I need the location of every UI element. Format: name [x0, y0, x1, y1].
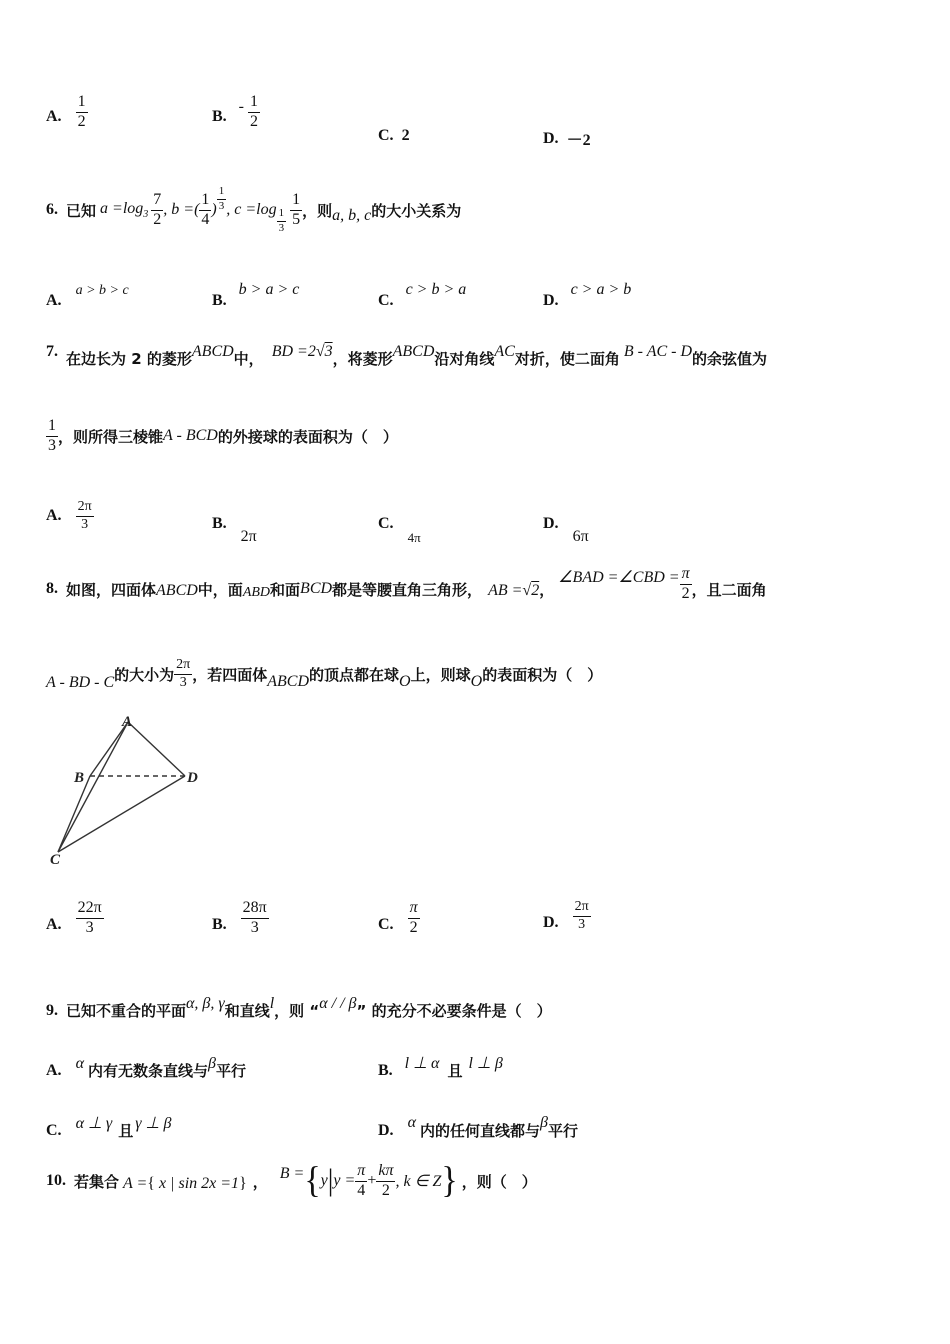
- question-text: ，: [252, 1172, 268, 1191]
- option-label: B.: [212, 916, 227, 934]
- option-math: c > b > a: [405, 281, 467, 298]
- option-label: A.: [46, 292, 62, 309]
- fraction: $\frac{1}{2}$: [250, 93, 258, 130]
- question-text: ，则: [302, 201, 333, 220]
- q7-option-d: [543, 512, 589, 546]
- question-text: 和面: [270, 580, 301, 599]
- question-10: [46, 1162, 537, 1200]
- math-expr: AC: [494, 342, 515, 360]
- math-expr: , c =log: [226, 201, 277, 219]
- math-expr: ABD: [242, 585, 271, 601]
- question-text: ” 的充分不必要条件是（ ）: [356, 1002, 552, 1020]
- question-text: ，: [539, 580, 555, 599]
- q8-option-d: [543, 900, 591, 932]
- set-b-label: B =: [279, 1165, 305, 1182]
- question-number: 6.: [46, 201, 58, 219]
- option-math: 4π: [407, 530, 421, 545]
- fraction: $\frac{2\pi}{3}$: [176, 656, 191, 690]
- set-a-expr: A ={ x | sin 2x =1}: [123, 1175, 247, 1192]
- plus-sign: +: [367, 1172, 377, 1189]
- fraction: $\frac{2\pi}{3}$: [574, 899, 589, 932]
- q7-option-b: [212, 512, 257, 546]
- q5-option-a: [46, 93, 88, 131]
- q8-option-b: [212, 900, 269, 937]
- q9-option-b: [378, 1044, 503, 1081]
- q9-option-a: [46, 1046, 246, 1081]
- option-label: B.: [212, 292, 227, 309]
- question-text: 沿对角线: [434, 350, 495, 368]
- fraction: $\frac{2\pi}{3}$: [77, 499, 92, 532]
- fraction: $\frac{\pi}{4}$: [357, 1161, 366, 1199]
- option-label: B.: [378, 1061, 393, 1079]
- set-b-condition: , k ∈ Z: [395, 1173, 442, 1190]
- question-text: ，且二面角: [691, 580, 767, 599]
- option-text: 内的任何直线都与: [419, 1122, 540, 1140]
- question-text: 和直线: [224, 1002, 270, 1020]
- question-text: 在边长为 2 的菱形: [66, 350, 192, 368]
- q8-option-a: [46, 900, 104, 937]
- math-expr: β: [539, 1113, 548, 1131]
- math-expr: l ⊥ α: [404, 1054, 440, 1072]
- fraction: $\frac{\pi}{2}$: [409, 899, 418, 936]
- option-label: C.: [378, 515, 394, 532]
- option-label: A.: [46, 108, 62, 126]
- math-expr: γ ⊥ β: [135, 1114, 172, 1132]
- fraction: $\frac{1}{4}$: [201, 190, 210, 228]
- math-expr: a, b, c: [332, 207, 372, 225]
- question-number: 7.: [46, 342, 58, 360]
- math-expr: BD =2√3: [271, 342, 333, 360]
- question-text: ，将菱形: [332, 350, 393, 368]
- vertex-c-label: C: [50, 852, 61, 868]
- fraction: $\frac{28\pi}{3}$: [242, 899, 267, 936]
- question-text: 中，面: [197, 580, 243, 599]
- q7-option-a: [46, 500, 94, 532]
- math-expr: α, β, γ: [186, 994, 225, 1012]
- q5-option-d: [543, 127, 591, 150]
- option-text: 内有无数条直线与: [87, 1062, 208, 1080]
- q6-option-c: [378, 270, 466, 310]
- edge-bc: [58, 776, 90, 852]
- math-expr: α: [407, 1113, 416, 1131]
- math-expr: β: [207, 1054, 216, 1072]
- vertex-d-label: D: [187, 770, 198, 786]
- math-expr: A - BCD: [163, 427, 218, 445]
- fraction: $\frac{1}{3}$: [48, 417, 56, 454]
- q8-option-c: [378, 900, 420, 937]
- math-expr: ABCD: [267, 673, 310, 690]
- option-label: D.: [543, 515, 559, 532]
- question-text: 已知不重合的平面: [66, 1002, 187, 1020]
- option-text: 平行: [215, 1062, 246, 1080]
- option-label: C.: [46, 1121, 62, 1139]
- q7-option-c: [378, 512, 421, 546]
- q9-option-d: [378, 1104, 578, 1141]
- set-b-var: y: [320, 1172, 328, 1189]
- edge-ad: [128, 722, 185, 776]
- option-label: D.: [378, 1121, 394, 1139]
- option-value: －2: [566, 132, 591, 149]
- math-expr: α: [75, 1054, 84, 1072]
- set-b-expr: y =: [333, 1172, 356, 1189]
- math-expr: O: [399, 673, 411, 690]
- vertex-b-label: B: [74, 770, 85, 786]
- option-label: D.: [543, 292, 559, 309]
- math-expr: B - AC - D: [623, 342, 693, 360]
- option-math: 6π: [572, 528, 589, 545]
- question-text: 如图，四面体: [66, 580, 157, 599]
- exponent-fraction: $\frac{1}{3}$: [218, 185, 225, 212]
- question-text: 都是等腰直角三角形，: [332, 580, 483, 599]
- q5-option-b: [212, 93, 260, 131]
- q9-option-c: [46, 1104, 171, 1141]
- vertex-a-label: A: [122, 714, 133, 730]
- question-text: 的顶点都在球: [309, 665, 400, 684]
- q6-option-b: [212, 270, 299, 310]
- option-label: D.: [543, 129, 559, 147]
- math-expr: O: [470, 673, 483, 690]
- math-expr: ∠BAD =∠CBD =: [558, 569, 680, 587]
- question-text: 的表面积为（ ）: [482, 665, 603, 684]
- option-label: A.: [46, 507, 62, 525]
- question-text: ，若四面体: [192, 665, 268, 684]
- fraction: $\frac{7}{2}$: [153, 190, 162, 228]
- question-text: ，则 “: [274, 1002, 320, 1020]
- question-text: ，则所得三棱锥: [58, 427, 164, 446]
- question-7: [46, 334, 926, 369]
- vertical-bar: |: [327, 1163, 334, 1198]
- math-expr: l: [269, 994, 275, 1012]
- minus-sign: -: [238, 98, 244, 116]
- question-text: 的余弦值为: [692, 350, 768, 368]
- question-text: 的大小为: [114, 665, 175, 684]
- tetrahedron-figure: [40, 712, 220, 872]
- option-math: c > a > b: [570, 281, 632, 298]
- question-text: 的外接球的表面积为（ ）: [217, 427, 398, 446]
- question-text: 的大小关系为: [371, 201, 462, 220]
- option-label: C.: [378, 292, 394, 309]
- question-text: 对折，使二面角: [514, 350, 620, 368]
- fraction: $\frac{1}{2}$: [77, 93, 86, 130]
- option-text: 平行: [547, 1122, 578, 1140]
- left-brace: {: [304, 1160, 321, 1201]
- option-label: D.: [543, 914, 559, 932]
- math-expr: ABCD: [392, 342, 435, 360]
- question-text: 已知: [66, 201, 97, 220]
- question-text: 上，则球: [410, 665, 471, 684]
- option-math: a > b > c: [75, 283, 129, 298]
- question-number: 10.: [46, 1172, 66, 1189]
- option-label: C.: [378, 127, 394, 144]
- edge-ac: [58, 722, 128, 852]
- question-number: 8.: [46, 580, 58, 598]
- math-expr: l ⊥ β: [468, 1054, 503, 1072]
- question-8: [46, 566, 926, 603]
- math-expr: AB =√2: [488, 582, 540, 600]
- question-text: 中，: [233, 350, 264, 368]
- question-8-cont: [46, 656, 602, 692]
- math-expr: BCD: [300, 580, 333, 598]
- option-label: A.: [46, 1061, 62, 1079]
- option-label: B.: [212, 515, 227, 532]
- option-text: 且: [447, 1062, 463, 1080]
- math-expr: α ⊥ γ: [75, 1114, 113, 1132]
- math-expr: A - BD - C: [46, 674, 115, 691]
- fraction: $\frac{22\pi}{3}$: [77, 899, 102, 936]
- question-text: 若集合: [74, 1172, 120, 1191]
- q6-option-d: [543, 270, 631, 310]
- option-math: 2π: [240, 528, 257, 545]
- q6-option-a: [46, 272, 129, 310]
- math-expr: ): [211, 201, 217, 219]
- question-6: [46, 186, 461, 234]
- option-math: b > a > c: [238, 281, 300, 298]
- right-brace: }: [441, 1160, 458, 1201]
- math-expr: ABCD: [191, 342, 234, 360]
- option-value: 2: [401, 127, 410, 144]
- math-expr: , b =(: [163, 201, 200, 219]
- question-number: 9.: [46, 1001, 58, 1019]
- option-text: 且: [118, 1122, 134, 1140]
- math-expr: $a =\log_3$: [100, 199, 149, 221]
- math-expr: α / / β: [319, 994, 357, 1012]
- edge-dc: [58, 776, 185, 852]
- fraction: $\frac{\pi}{2}$: [681, 565, 690, 602]
- math-expr: ABCD: [156, 582, 198, 600]
- option-label: A.: [46, 916, 62, 934]
- fraction: $\frac{1}{5}$: [292, 190, 301, 228]
- option-label: C.: [378, 916, 394, 934]
- option-label: B.: [212, 108, 227, 126]
- edge-ab: [90, 722, 128, 776]
- fraction: $\frac{k\pi}{2}$: [378, 1161, 394, 1199]
- question-9: [46, 986, 552, 1021]
- question-7-cont: [46, 418, 398, 455]
- question-text: ，则（ ）: [461, 1172, 537, 1191]
- base-fraction: $\frac{1}{3}$: [278, 207, 285, 234]
- q5-option-c: [378, 127, 410, 145]
